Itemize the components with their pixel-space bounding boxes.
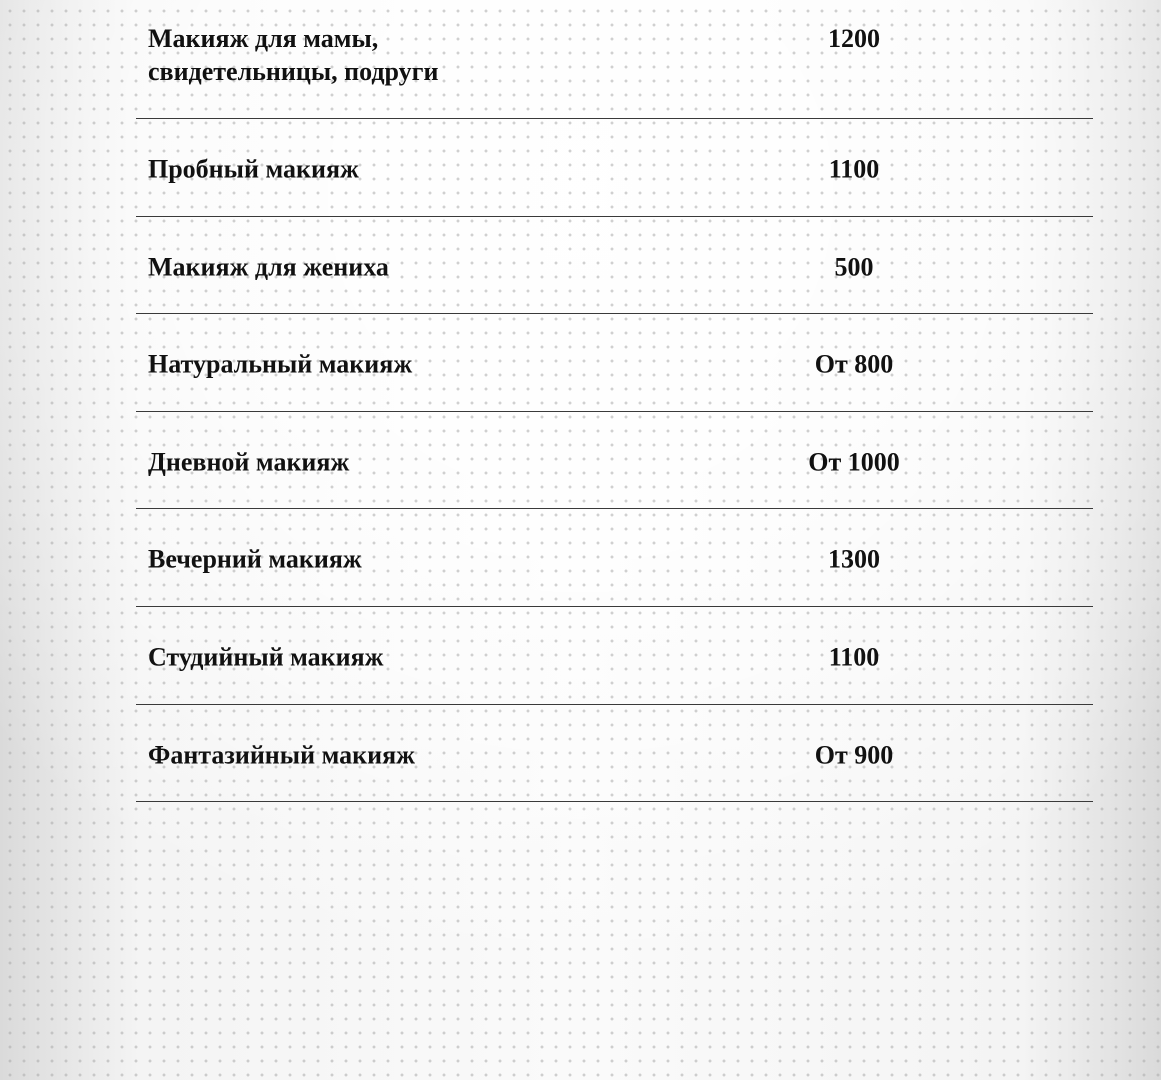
service-name: Фантазийный макияж xyxy=(148,740,415,770)
service-price: 1300 xyxy=(828,544,880,574)
service-price: От 1000 xyxy=(808,447,900,477)
table-row xyxy=(136,0,1093,119)
service-price: 1100 xyxy=(828,154,880,184)
table-row xyxy=(136,412,1093,510)
service-name: Пробный макияж xyxy=(148,154,359,184)
table-row xyxy=(136,607,1093,705)
service-price: От 900 xyxy=(814,740,894,770)
makeup-price-table xyxy=(136,0,1093,802)
service-name: Макияж для жениха xyxy=(148,252,389,282)
service-name: Студийный макияж xyxy=(148,642,384,672)
service-name: Натуральный макияж xyxy=(148,349,413,379)
service-price: 1200 xyxy=(828,24,880,53)
service-name: Вечерний макияж xyxy=(148,544,362,574)
table-row xyxy=(136,119,1093,217)
table-row xyxy=(136,217,1093,315)
service-price: 1100 xyxy=(828,642,880,672)
service-name: Дневной макияж xyxy=(148,447,350,477)
service-name: Макияж для мамы, свидетельницы, подруги xyxy=(148,24,439,86)
service-price: От 800 xyxy=(814,349,894,379)
service-price: 500 xyxy=(834,252,874,282)
table-row xyxy=(136,509,1093,607)
table-row xyxy=(136,705,1093,803)
table-row xyxy=(136,314,1093,412)
